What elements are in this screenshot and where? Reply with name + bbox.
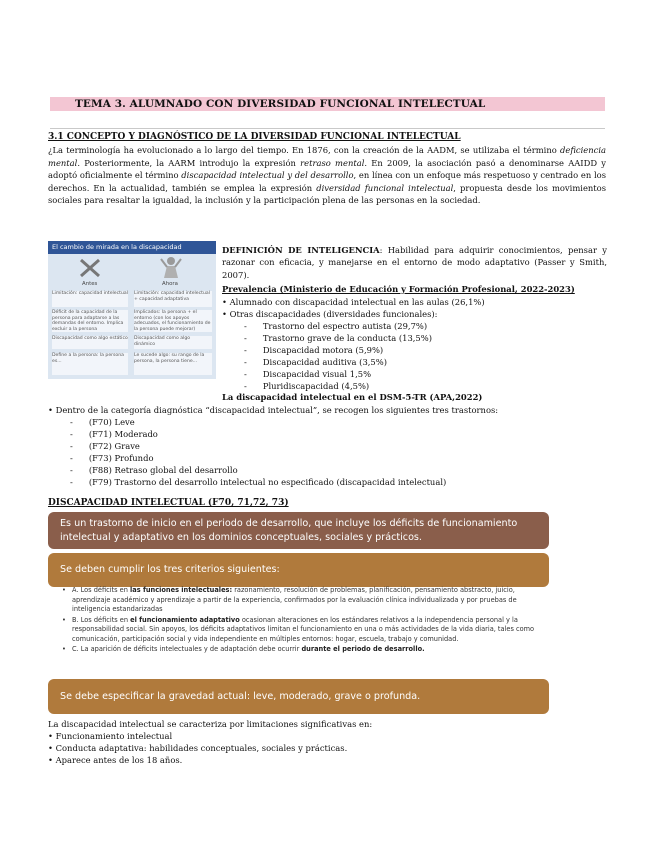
criteria-box: Se deben cumplir los tres criterios siguientes: <box>48 553 549 587</box>
prevalence-subitem: - Discapacidad visual 1,5% <box>244 369 372 379</box>
dsm-item: - (F88) Retraso global del desarrollo <box>70 465 238 475</box>
definition-box: Es un trastorno de inicio en el periodo de desarrollo, que incluye los déficits de funcionamiento intelectual y adaptativo en los dominios conceptuales, sociales y prácticos. <box>48 512 549 549</box>
comparison-header: El cambio de mirada en la discapacidad <box>48 241 216 254</box>
after-cell: Implicados: la persona + el entorno (con los apoyos adecuados, el funcionamiento de la persona puede mejorar) <box>134 310 211 332</box>
prevalence-item: • Alumnado con discapacidad intelectual en las aulas (26,1%) <box>222 297 485 307</box>
after-cell: Discapacidad como algo dinámico <box>134 336 212 349</box>
after-label: Ahora <box>162 281 178 287</box>
criterion-a: • A. Los déficits en las funciones intelectuales: razonamiento, resolución de problemas, planificación, pensamiento abstracto, juicio, aprendizaje académico y aprendizaje a partir de la experiencia, confirmados por la evaluación clínica individualizada y por pruebas de inteligencia estandarizadas <box>62 586 542 615</box>
page-title: TEMA 3. ALUMNADO CON DIVERSIDAD FUNCIONAL INTELECTUAL <box>75 98 486 110</box>
before-figure-icon <box>78 257 102 279</box>
prevalence-heading: Prevalencia (Ministerio de Educación y Formación Profesional, 2022-2023) <box>222 284 575 294</box>
dsm-heading: La discapacidad intelectual en el DSM-5-TR (APA,2022) <box>222 392 483 402</box>
prevalence-subitem: - Discapacidad auditiva (3,5%) <box>244 357 387 367</box>
before-cell: Discapacidad como algo estático <box>52 336 128 349</box>
severity-box: Se debe especificar la gravedad actual: leve, moderado, grave o profunda. <box>48 679 549 714</box>
closing-item: • Aparece antes de los 18 años. <box>48 755 183 765</box>
dsm-item: - (F70) Leve <box>70 417 135 427</box>
after-cell: Limitación: capacidad intelectual + capacidad adaptativa <box>134 291 212 307</box>
dsm-intro: • Dentro de la categoría diagnóstica “discapacidad intelectual”, se recogen los siguientes tres trastornos: <box>48 405 499 415</box>
dsm-item: - (F71) Moderado <box>70 429 158 439</box>
section-heading-id: DISCAPACIDAD INTELECTUAL (F70, 71,72, 73) <box>48 498 289 508</box>
before-cell: Define a la persona: la persona es... <box>52 353 128 375</box>
after-figure-icon <box>160 256 182 280</box>
criterion-c: • C. La aparición de déficits intelectuales y de adaptación debe ocurrir durante el periodo de desarrollo. <box>62 645 542 655</box>
before-cell: Limitación: capacidad intelectual <box>52 291 128 307</box>
prevalence-subitem: - Pluridiscapacidad (4,5%) <box>244 381 370 391</box>
criteria-list <box>62 586 542 656</box>
criterion-b: • B. Los déficits en el funcionamiento adaptativo ocasionan alteraciones en los estándares relativos a la independencia personal y la responsabilidad social. Sin apoyos, los déficits adaptativos limitan el funcionamiento en una o más actividades de la vida diaria, tales como comunicación, participación social y vida independiente en múltiples entornos: hogar, escuela, trabajo y comunidad. <box>62 616 542 645</box>
dsm-item: - (F72) Grave <box>70 441 140 451</box>
comparison-panel <box>48 241 216 379</box>
section-heading-concept: 3.1 CONCEPTO Y DIAGNÓSTICO DE LA DIVERSIDAD FUNCIONAL INTELECTUAL <box>48 132 461 142</box>
closing-item: • Conducta adaptativa: habilidades conceptuales, sociales y prácticas. <box>48 743 348 753</box>
intelligence-definition: DEFINICIÓN DE INTELIGENCIA: Habilidad para adquirir conocimientos, pensar y razonar con eficacia, y manejarse en el entorno de modo adaptativo (Passer y Smith, 2007). <box>222 245 607 280</box>
closing-item: • Funcionamiento intelectual <box>48 731 173 741</box>
prevalence-subitem: - Trastorno del espectro autista (29,7%) <box>244 321 428 331</box>
before-cell: Déficit de la capacidad de la persona para adaptarse a las demandas del entorno. Implica excluir a la persona <box>52 310 128 332</box>
dsm-item: - (F79) Trastorno del desarrollo intelectual no especificado (discapacidad intelectual) <box>70 477 447 487</box>
terminology-paragraph: ¿La terminología ha evolucionado a lo largo del tiempo. En 1876, con la creación de la AADM, se utilizaba el término deficiencia mental. Posteriormente, la AARM introdujo la expresión retraso mental. En 2009, la asociación pasó a denominarse AAIDD y adoptó oficialmente el término discapacidad intelectual y del desarrollo, en línea con un enfoque más respetuoso y centrado en los derechos. En la actualidad, también se emplea la expresión diversidad funcional intelectual, propuesta desde los movimientos sociales para resaltar la igualdad, la inclusión y la participación plena de las personas en la sociedad. <box>48 145 607 206</box>
prevalence-subitem: - Discapacidad motora (5,9%) <box>244 345 384 355</box>
closing-intro: La discapacidad intelectual se caracteriza por limitaciones significativas en: <box>48 719 373 729</box>
before-label: Antes <box>82 281 98 287</box>
after-cell: Le sucede algo: su rango de la persona, la persona tiene... <box>134 353 212 375</box>
prevalence-subitem: - Trastorno grave de la conducta (13,5%) <box>244 333 432 343</box>
prevalence-item: • Otras discapacidades (diversidades funcionales): <box>222 309 438 319</box>
divider <box>50 128 605 129</box>
dsm-item: - (F73) Profundo <box>70 453 154 463</box>
